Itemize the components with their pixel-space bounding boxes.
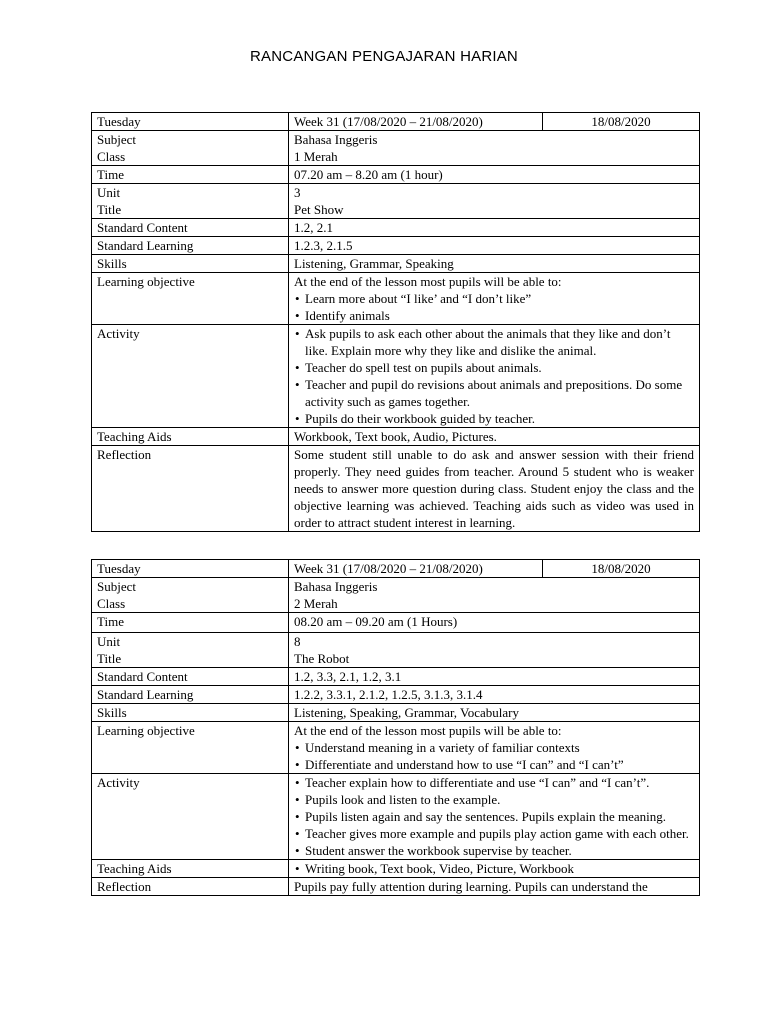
title-label: Title: [97, 651, 122, 666]
time-value: 07.20 am – 8.20 am (1 hour): [289, 166, 700, 184]
standard-learning-label: Standard Learning: [92, 237, 289, 255]
learning-objective-list: [294, 290, 694, 324]
activity-cell: [289, 774, 700, 860]
date-cell: 18/08/2020: [543, 113, 700, 131]
list-item: • Differentiate and understand how to use “I can” and “I can’t”: [305, 756, 694, 773]
activity-list: [294, 325, 694, 427]
table-row: [92, 166, 700, 184]
teaching-aids-label: Teaching Aids: [92, 860, 289, 878]
teaching-aids-list: [294, 860, 694, 877]
learning-objective-list: [294, 739, 694, 773]
reflection-value: Pupils pay fully attention during learning. Pupils can understand the: [294, 879, 648, 894]
class-value: 2 Merah: [294, 596, 338, 611]
learning-objective-intro: At the end of the lesson most pupils will be able to:: [294, 274, 562, 289]
subject-class-label-cell: [92, 578, 289, 613]
page-title: RANCANGAN PENGAJARAN HARIAN: [250, 48, 518, 65]
reflection-cell: [289, 878, 700, 896]
table-row: [92, 722, 700, 774]
unit-title-value-cell: [289, 184, 700, 219]
table-row: [92, 860, 700, 878]
unit-value: 8: [294, 634, 301, 649]
class-label: Class: [97, 596, 126, 611]
title-label: Title: [97, 202, 122, 217]
table-row: [92, 237, 700, 255]
table-row: [92, 131, 700, 166]
standard-content-value: 1.2, 2.1: [289, 219, 700, 237]
list-item: • Teacher gives more example and pupils play action game with each other.: [305, 825, 694, 842]
list-item: • Ask pupils to ask each other about the animals that they like and don’t like. Explain more why they like and dislike the animal.: [305, 325, 694, 359]
list-item: • Understand meaning in a variety of familiar contexts: [305, 739, 694, 756]
table-row: [92, 255, 700, 273]
time-label: Time: [92, 166, 289, 184]
unit-title-label-cell: [92, 633, 289, 668]
subject-class-value-cell: [289, 131, 700, 166]
time-label: Time: [92, 613, 289, 633]
reflection-value: Some student still unable to do ask and answer session with their friend properly. They need guides from teacher. Around 5 student who is weaker needs to answer more question during class. Student enjoy the class and the objective learning was achieved. Teaching aids such as video was used in order to attract student interest in learning.: [289, 446, 700, 532]
unit-label: Unit: [97, 185, 121, 200]
date-cell: 18/08/2020: [543, 560, 700, 578]
list-item: • Identify animals: [305, 307, 694, 324]
week-cell: Week 31 (17/08/2020 – 21/08/2020): [289, 113, 543, 131]
reflection-label: Reflection: [92, 878, 289, 896]
week-cell: Week 31 (17/08/2020 – 21/08/2020): [289, 560, 543, 578]
class-value: 1 Merah: [294, 149, 338, 164]
reflection-label: Reflection: [92, 446, 289, 532]
list-item: • Pupils listen again and say the sentences. Pupils explain the meaning.: [305, 808, 694, 825]
activity-cell: [289, 325, 700, 428]
standard-learning-value: 1.2.3, 2.1.5: [289, 237, 700, 255]
list-item: • Pupils do their workbook guided by teacher.: [305, 410, 694, 427]
table-row: [92, 113, 700, 131]
lesson-plan-table: [91, 559, 700, 896]
skills-label: Skills: [92, 255, 289, 273]
table-row: [92, 184, 700, 219]
table-row: [92, 613, 700, 633]
table-row: [92, 578, 700, 613]
table-row: [92, 273, 700, 325]
unit-title-value-cell: [289, 633, 700, 668]
table-row: [92, 219, 700, 237]
activity-label: Activity: [92, 325, 289, 428]
list-item: • Teacher and pupil do revisions about animals and prepositions. Do some activity such as games together.: [305, 376, 694, 410]
table-row: [92, 325, 700, 428]
standard-content-label: Standard Content: [92, 668, 289, 686]
table-row: [92, 704, 700, 722]
unit-title-value: The Robot: [294, 651, 350, 666]
learning-objective-cell: [289, 722, 700, 774]
table-row: [92, 633, 700, 668]
list-item: • Writing book, Text book, Video, Picture, Workbook: [305, 860, 694, 877]
list-item: • Student answer the workbook supervise by teacher.: [305, 842, 694, 859]
skills-label: Skills: [92, 704, 289, 722]
learning-objective-intro: At the end of the lesson most pupils will be able to:: [294, 723, 562, 738]
subject-value: Bahasa Inggeris: [294, 579, 378, 594]
teaching-aids-label: Teaching Aids: [92, 428, 289, 446]
standard-content-label: Standard Content: [92, 219, 289, 237]
table-row: [92, 878, 700, 896]
time-value: 08.20 am – 09.20 am (1 Hours): [289, 613, 700, 633]
list-item: • Pupils look and listen to the example.: [305, 791, 694, 808]
activity-label: Activity: [92, 774, 289, 860]
table-row: [92, 446, 700, 532]
standard-content-value: 1.2, 3.3, 2.1, 1.2, 3.1: [289, 668, 700, 686]
subject-label: Subject: [97, 579, 136, 594]
table-row: [92, 668, 700, 686]
list-item: • Learn more about “I like’ and “I don’t like”: [305, 290, 694, 307]
learning-objective-label: Learning objective: [92, 722, 289, 774]
subject-class-value-cell: [289, 578, 700, 613]
activity-list: [294, 774, 694, 859]
standard-learning-value: 1.2.2, 3.3.1, 2.1.2, 1.2.5, 3.1.3, 3.1.4: [289, 686, 700, 704]
day-cell: Tuesday: [92, 113, 289, 131]
subject-label: Subject: [97, 132, 136, 147]
table-row: [92, 774, 700, 860]
list-item: • Teacher do spell test on pupils about animals.: [305, 359, 694, 376]
class-label: Class: [97, 149, 126, 164]
unit-title-value: Pet Show: [294, 202, 344, 217]
subject-class-label-cell: [92, 131, 289, 166]
table-row: [92, 560, 700, 578]
learning-objective-cell: [289, 273, 700, 325]
list-item: • Teacher explain how to differentiate and use “I can” and “I can’t”.: [305, 774, 694, 791]
learning-objective-label: Learning objective: [92, 273, 289, 325]
subject-value: Bahasa Inggeris: [294, 132, 378, 147]
standard-learning-label: Standard Learning: [92, 686, 289, 704]
unit-value: 3: [294, 185, 301, 200]
skills-value: Listening, Grammar, Speaking: [289, 255, 700, 273]
teaching-aids-value: Workbook, Text book, Audio, Pictures.: [289, 428, 700, 446]
table-row: [92, 686, 700, 704]
unit-label: Unit: [97, 634, 121, 649]
day-cell: Tuesday: [92, 560, 289, 578]
teaching-aids-cell: [289, 860, 700, 878]
skills-value: Listening, Speaking, Grammar, Vocabulary: [289, 704, 700, 722]
table-row: [92, 428, 700, 446]
lesson-plan-table: [91, 112, 700, 532]
unit-title-label-cell: [92, 184, 289, 219]
